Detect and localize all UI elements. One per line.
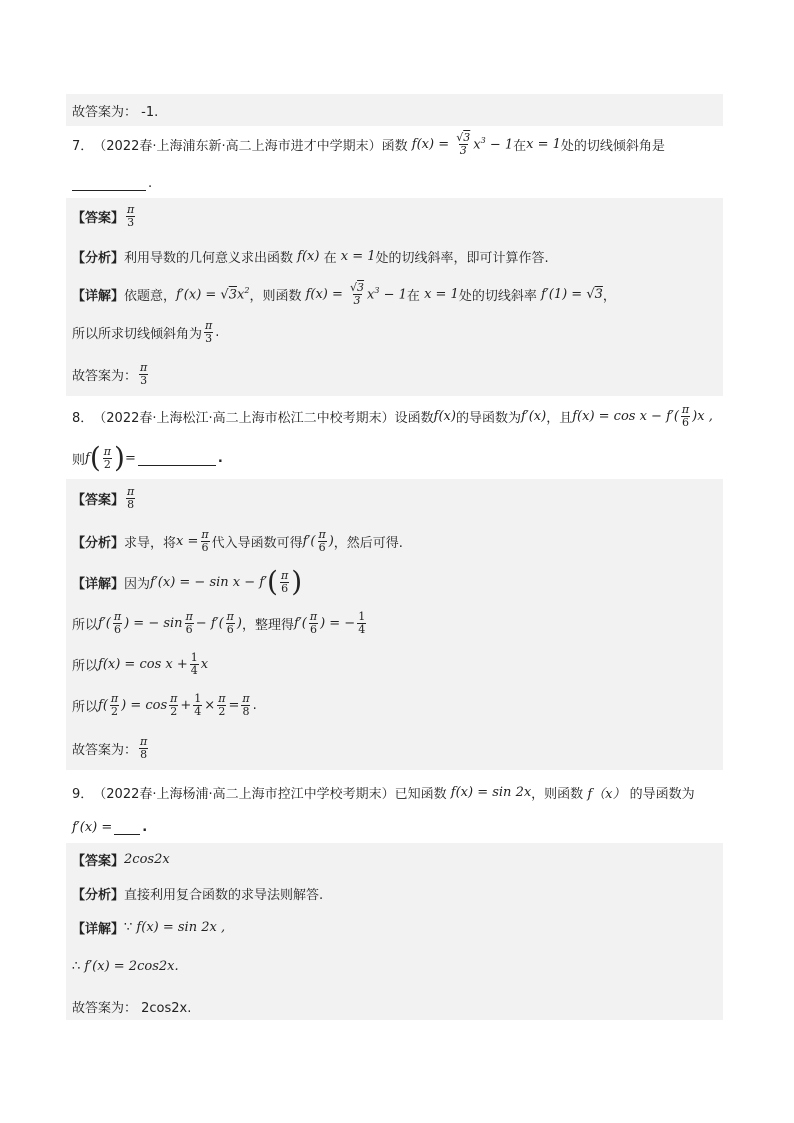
answer-tag: 【答案】 [72,493,125,508]
plus: + [180,698,192,713]
q9-text3: 的导函数为 [629,787,695,802]
final-text: 故答案为： 2cos2x. [72,1001,192,1016]
x-eq-1b: x = 1 [419,287,459,302]
q9-source: （2022春·上海杨浦·高二上海市控江中学校考期末） [93,787,395,802]
derivative-formula: f′(x) = − sin x − f′ [150,574,268,590]
minus-fprime: − f′( [195,616,224,631]
q9-analysis [72,884,323,903]
rearrange-text: ，整理得 [241,618,294,633]
question-7 [72,132,665,157]
frac-pi-2: $\frac{\pi}{2}$ [103,444,111,471]
fx-eq-cos: f(x) = cos x + [98,657,188,672]
paren-close: ) [114,441,125,474]
analysis-text: 利用导数的几何意义求出函数 [124,251,294,266]
q7-x1: x = 1 [526,137,561,152]
analysis-tag: 【分析】 [72,536,125,551]
frac-pi-3: $\frac{\pi}{3}$ [127,203,135,229]
frac-pi-6e: $\frac{\pi}{6}$ [113,610,122,636]
so-text: 所以 [72,659,99,674]
q7-text: 函数 [381,139,408,154]
q6-final-answer [72,101,158,120]
answer-tag: 【答案】 [72,854,125,869]
eq-cos: ) = cos [121,698,168,713]
frac-pi-6d: $\frac{\pi}{6}$ [280,568,289,595]
q7-text3: 处的切线倾斜角是 [560,139,665,154]
final-text: 故答案为： [72,743,138,758]
q7-number: 7． [72,139,94,154]
frac-pi-6h: $\frac{\pi}{6}$ [309,610,318,636]
paren-close: ) [291,565,303,598]
fx: f（x） [583,787,630,802]
frac-pi-6f: $\frac{\pi}{6}$ [185,610,193,636]
answer-block-q6 [66,94,723,126]
analysis-text3: ，然后可得. [333,536,403,551]
analysis-tag: 【分析】 [72,251,125,266]
fprime-eq: f′(x) = [72,820,113,835]
blank-line [72,176,146,191]
frac-sqrt3-3: $\frac{√3}{3}$ [350,281,365,307]
fprime-x: f′(x) [520,409,547,424]
frac-1-4b: $\frac{1}{4}$ [190,651,198,677]
q7-frac-sqrt3-3: $\frac{√3}{3}$ [456,131,471,157]
q7-formula: f(x) = [407,137,454,152]
therefore-formula: f′(x) = 2cos2x. [80,959,179,974]
q8-line2: 则 f ( $\frac{\pi}{2}$ ) = . [72,441,223,474]
detail-text2: ，则函数 [249,289,302,304]
detail-text5: ， [602,289,616,304]
slope-value: f′(1) = √3 [536,287,603,302]
q8-line-so3: 所以 f( $\frac{\pi}{2}$ ) = cos $\frac{\pi}{2}$ + $\frac{1}{4}$ × $\frac{\pi}{2}$ = $\frac{\pi}{8}$ . [72,692,257,718]
detail-text3: 在 [406,289,420,304]
frac-pi-6g: $\frac{\pi}{6}$ [226,610,234,636]
q9-text: 已知函数 [394,787,447,802]
q7-answer [72,204,137,229]
q7-analysis [72,247,549,266]
equals: = [124,450,136,466]
answer-tag: 【答案】 [72,211,125,226]
paren-open: ( [89,441,101,474]
q7-detail [72,282,616,307]
fprime-open: f′( [302,534,316,549]
analysis-text3: 处的切线斜率，即可计算作答. [375,251,549,266]
frac-1-4c: $\frac{1}{4}$ [194,692,202,718]
f-open: f( [98,698,108,713]
q8-text2: 的导函数为 [455,411,521,426]
derivative-formula: $f'(x) = √3x^2$ [176,286,250,303]
q7-answer-blank [72,176,152,191]
because-symbol: ∵ [124,920,133,935]
q8-line-so1 [72,611,368,636]
q8-formula-tail: )x , [692,409,713,424]
frac-pi-6c: $\frac{\pi}{6}$ [318,528,326,554]
q9-formula: f(x) = sin 2x [446,785,532,800]
x-eq: x = [176,534,199,549]
answer-value: 2cos2x [124,852,170,867]
q9-detail [72,918,225,937]
q7-conclusion: 所以所求切线倾斜角为 $\frac{\pi}{3}$ . [72,319,220,345]
frac-pi-8: $\frac{\pi}{8}$ [127,485,135,511]
fx: f(x) [433,409,456,424]
frac-pi-2d: $\frac{\pi}{2}$ [218,692,226,718]
q8-formula: f(x) = cos x − f′( [572,409,679,424]
q7-formula-tail: $x^3 - 1$ [473,136,514,153]
q6-final-text: 故答案为： -1. [72,105,159,120]
eq-minus-sin: ) = − sin [124,616,183,631]
frac-1-4: $\frac{1}{4}$ [358,610,366,636]
so-text: 所以 [72,618,99,633]
frac-pi-8b: $\frac{\pi}{8}$ [242,692,250,718]
detail-tag: 【详解】 [72,576,125,592]
formula-tail: $x^3 - 1$ [367,286,407,303]
detail-tag: 【详解】 [72,289,125,304]
f-of-x: f(x) [293,249,324,264]
q7-final [72,362,150,387]
close-paren: ) [236,616,242,631]
conclusion-text: 所以所求切线倾斜角为 [72,327,203,342]
function-formula: f(x) = [301,287,348,302]
fprime-close: ) [328,534,334,549]
paren-open: ( [267,565,278,598]
q8-analysis [72,529,403,554]
so-text: 所以 [72,700,99,715]
q8-final [72,736,150,761]
q8-text3: ，且 [546,411,573,426]
frac-pi-3c: $\frac{\pi}{3}$ [140,361,148,387]
therefore-symbol: ∴ [72,959,81,974]
times: × [204,698,216,713]
frac-pi-2b: $\frac{\pi}{2}$ [110,692,119,718]
detail-text4: 处的切线斜率 [458,289,537,304]
detail-formula: f(x) = sin 2x , [132,920,226,935]
q8-source: （2022春·上海松江·高二上海市松江二中校考期末） [93,411,395,426]
q7-dot: . [148,176,153,191]
q9-text2: ，则函数 [531,787,584,802]
analysis-tag: 【分析】 [72,888,125,903]
q7-source: （2022春·上海浦东新·高二上海市进才中学期末） [93,139,382,154]
question-8 [72,404,713,429]
blank-line [138,451,216,466]
q8-detail [72,565,303,598]
frac-pi-8c: $\frac{\pi}{8}$ [140,735,148,761]
fprime-open: f′( [98,616,111,631]
q8-then: 则 [72,452,86,468]
analysis-text: 直接利用复合函数的求导法则解答. [124,888,324,903]
frac-pi-3b: $\frac{\pi}{3}$ [205,319,213,345]
q8-answer [72,486,137,511]
q9-therefore [72,959,179,974]
x-eq-1: x = 1 [336,249,376,264]
frac-pi-6b: $\frac{\pi}{6}$ [201,528,209,554]
eq-neg: ) = − [320,616,356,631]
final-text: 故答案为： [72,369,138,384]
f-open: f [85,450,90,466]
question-9 [72,783,695,802]
x-var: x [200,657,209,672]
q8-line-so2 [72,652,208,677]
q7-text2: 在 [513,139,527,154]
analysis-text2: 在 [323,251,337,266]
analysis-text2: 代入导函数可得 [211,536,303,551]
q9-number: 9． [72,787,94,802]
frac-pi-2c: $\frac{\pi}{2}$ [170,692,178,718]
detail-tag: 【详解】 [72,922,125,937]
frac-pi-6: $\frac{\pi}{6}$ [681,403,690,429]
fprime-open2: f′( [294,616,307,631]
q8-text: 设函数 [394,411,434,426]
q9-line2: f′(x) = . [72,820,148,835]
blank-line [114,820,140,835]
q9-answer [72,850,170,869]
q8-number: 8． [72,411,94,426]
equals: = [228,698,240,713]
q9-final [72,997,191,1016]
detail-text: 因为 [124,576,151,592]
analysis-text: 求导，将 [124,536,177,551]
detail-text: 依题意， [124,289,177,304]
